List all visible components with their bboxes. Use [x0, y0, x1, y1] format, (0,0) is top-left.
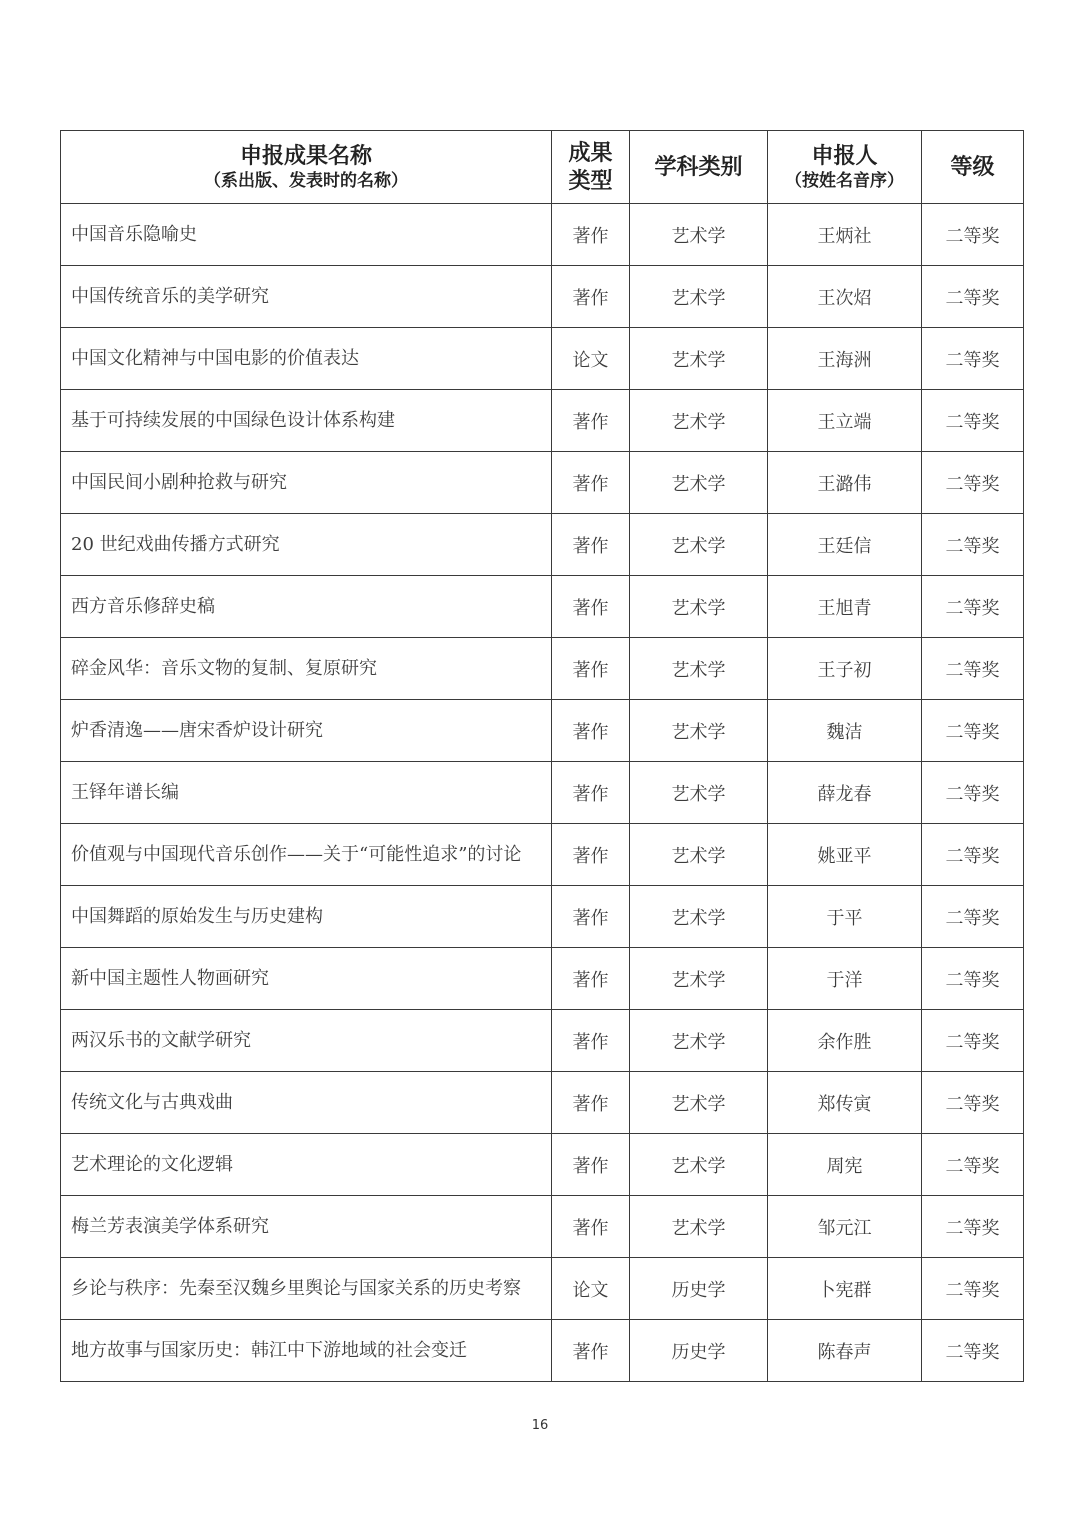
cell-discipline: 艺术学 [630, 1010, 768, 1072]
cell-type: 著作 [552, 1196, 630, 1258]
table-row [61, 204, 1024, 266]
cell-discipline: 艺术学 [630, 576, 768, 638]
cell-title: 价值观与中国现代音乐创作——关于“可能性追求”的讨论 [61, 824, 552, 886]
awards-table [60, 130, 1024, 1382]
cell-applicant: 王海洲 [768, 328, 922, 390]
table-row [61, 948, 1024, 1010]
cell-grade: 二等奖 [922, 1320, 1024, 1382]
cell-title: 中国舞蹈的原始发生与历史建构 [61, 886, 552, 948]
cell-grade: 二等奖 [922, 514, 1024, 576]
cell-discipline: 艺术学 [630, 948, 768, 1010]
cell-applicant: 魏洁 [768, 700, 922, 762]
cell-type: 著作 [552, 266, 630, 328]
cell-grade: 二等奖 [922, 576, 1024, 638]
cell-title: 新中国主题性人物画研究 [61, 948, 552, 1010]
cell-applicant: 余作胜 [768, 1010, 922, 1072]
cell-discipline: 艺术学 [630, 638, 768, 700]
cell-discipline: 艺术学 [630, 1134, 768, 1196]
cell-applicant: 王旭青 [768, 576, 922, 638]
cell-applicant: 王潞伟 [768, 452, 922, 514]
cell-applicant: 陈春声 [768, 1320, 922, 1382]
cell-type: 著作 [552, 1134, 630, 1196]
cell-grade: 二等奖 [922, 762, 1024, 824]
cell-applicant: 于洋 [768, 948, 922, 1010]
header-applicant-main: 申报人 [811, 143, 878, 169]
cell-applicant: 薛龙春 [768, 762, 922, 824]
cell-applicant: 周宪 [768, 1134, 922, 1196]
cell-discipline: 艺术学 [630, 204, 768, 266]
table-row [61, 1320, 1024, 1382]
table-row [61, 452, 1024, 514]
cell-type: 著作 [552, 1072, 630, 1134]
cell-title: 中国传统音乐的美学研究 [61, 266, 552, 328]
cell-type: 著作 [552, 886, 630, 948]
cell-grade: 二等奖 [922, 328, 1024, 390]
header-row [61, 131, 1024, 204]
cell-discipline: 艺术学 [630, 886, 768, 948]
cell-title: 艺术理论的文化逻辑 [61, 1134, 552, 1196]
header-applicant [768, 131, 922, 204]
table-row [61, 514, 1024, 576]
table-row [61, 576, 1024, 638]
table-body [61, 204, 1024, 1382]
cell-title: 炉香清逸——唐宋香炉设计研究 [61, 700, 552, 762]
table-row [61, 824, 1024, 886]
table-row [61, 1072, 1024, 1134]
table-row [61, 390, 1024, 452]
cell-type: 著作 [552, 1010, 630, 1072]
header-type-line2: 类型 [568, 168, 613, 194]
header-applicant-sub: （按姓名音序） [785, 171, 904, 191]
cell-title: 王铎年谱长编 [61, 762, 552, 824]
table-header [61, 131, 1024, 204]
header-discipline: 学科类别 [630, 131, 768, 204]
cell-title: 地方故事与国家历史：韩江中下游地域的社会变迁 [61, 1320, 552, 1382]
cell-grade: 二等奖 [922, 638, 1024, 700]
cell-grade: 二等奖 [922, 1010, 1024, 1072]
cell-discipline: 历史学 [630, 1320, 768, 1382]
cell-discipline: 历史学 [630, 1258, 768, 1320]
cell-title: 中国文化精神与中国电影的价值表达 [61, 328, 552, 390]
cell-type: 著作 [552, 948, 630, 1010]
cell-grade: 二等奖 [922, 1258, 1024, 1320]
table-row [61, 328, 1024, 390]
header-type-line1: 成果 [568, 140, 613, 166]
cell-title: 两汉乐书的文献学研究 [61, 1010, 552, 1072]
cell-applicant: 王子初 [768, 638, 922, 700]
table-row [61, 638, 1024, 700]
cell-discipline: 艺术学 [630, 1196, 768, 1258]
cell-grade: 二等奖 [922, 948, 1024, 1010]
cell-title: 西方音乐修辞史稿 [61, 576, 552, 638]
table-row [61, 886, 1024, 948]
cell-grade: 二等奖 [922, 886, 1024, 948]
cell-title: 乡论与秩序：先秦至汉魏乡里舆论与国家关系的历史考察 [61, 1258, 552, 1320]
cell-type: 著作 [552, 514, 630, 576]
cell-title: 中国音乐隐喻史 [61, 204, 552, 266]
cell-discipline: 艺术学 [630, 452, 768, 514]
cell-type: 著作 [552, 1320, 630, 1382]
header-grade: 等级 [922, 131, 1024, 204]
cell-title: 传统文化与古典戏曲 [61, 1072, 552, 1134]
cell-applicant: 王廷信 [768, 514, 922, 576]
cell-type: 著作 [552, 700, 630, 762]
cell-applicant: 姚亚平 [768, 824, 922, 886]
cell-grade: 二等奖 [922, 1072, 1024, 1134]
cell-type: 著作 [552, 762, 630, 824]
cell-applicant: 王立端 [768, 390, 922, 452]
cell-title: 中国民间小剧种抢救与研究 [61, 452, 552, 514]
cell-discipline: 艺术学 [630, 762, 768, 824]
cell-discipline: 艺术学 [630, 700, 768, 762]
table-row [61, 1196, 1024, 1258]
cell-type: 论文 [552, 1258, 630, 1320]
table-row [61, 1010, 1024, 1072]
cell-discipline: 艺术学 [630, 824, 768, 886]
cell-title: 20 世纪戏曲传播方式研究 [61, 514, 552, 576]
cell-title: 梅兰芳表演美学体系研究 [61, 1196, 552, 1258]
header-title [61, 131, 552, 204]
cell-title: 基于可持续发展的中国绿色设计体系构建 [61, 390, 552, 452]
header-title-sub: （系出版、发表时的名称） [204, 171, 408, 191]
cell-applicant: 邹元江 [768, 1196, 922, 1258]
header-title-main: 申报成果名称 [239, 143, 372, 169]
cell-type: 论文 [552, 328, 630, 390]
cell-type: 著作 [552, 638, 630, 700]
cell-grade: 二等奖 [922, 1196, 1024, 1258]
cell-grade: 二等奖 [922, 824, 1024, 886]
cell-grade: 二等奖 [922, 1134, 1024, 1196]
cell-grade: 二等奖 [922, 204, 1024, 266]
cell-discipline: 艺术学 [630, 1072, 768, 1134]
cell-type: 著作 [552, 204, 630, 266]
header-type [552, 131, 630, 204]
table-row [61, 1134, 1024, 1196]
cell-grade: 二等奖 [922, 390, 1024, 452]
cell-applicant: 于平 [768, 886, 922, 948]
cell-applicant: 郑传寅 [768, 1072, 922, 1134]
table-row [61, 1258, 1024, 1320]
cell-applicant: 王炳社 [768, 204, 922, 266]
cell-applicant: 卜宪群 [768, 1258, 922, 1320]
cell-type: 著作 [552, 576, 630, 638]
cell-discipline: 艺术学 [630, 328, 768, 390]
table-row [61, 762, 1024, 824]
cell-title: 碎金风华：音乐文物的复制、复原研究 [61, 638, 552, 700]
cell-grade: 二等奖 [922, 452, 1024, 514]
cell-discipline: 艺术学 [630, 390, 768, 452]
page-number: 16 [531, 1418, 549, 1433]
cell-type: 著作 [552, 390, 630, 452]
cell-discipline: 艺术学 [630, 514, 768, 576]
cell-type: 著作 [552, 452, 630, 514]
cell-grade: 二等奖 [922, 266, 1024, 328]
table-row [61, 700, 1024, 762]
cell-discipline: 艺术学 [630, 266, 768, 328]
cell-grade: 二等奖 [922, 700, 1024, 762]
cell-applicant: 王次炤 [768, 266, 922, 328]
table-row [61, 266, 1024, 328]
cell-type: 著作 [552, 824, 630, 886]
